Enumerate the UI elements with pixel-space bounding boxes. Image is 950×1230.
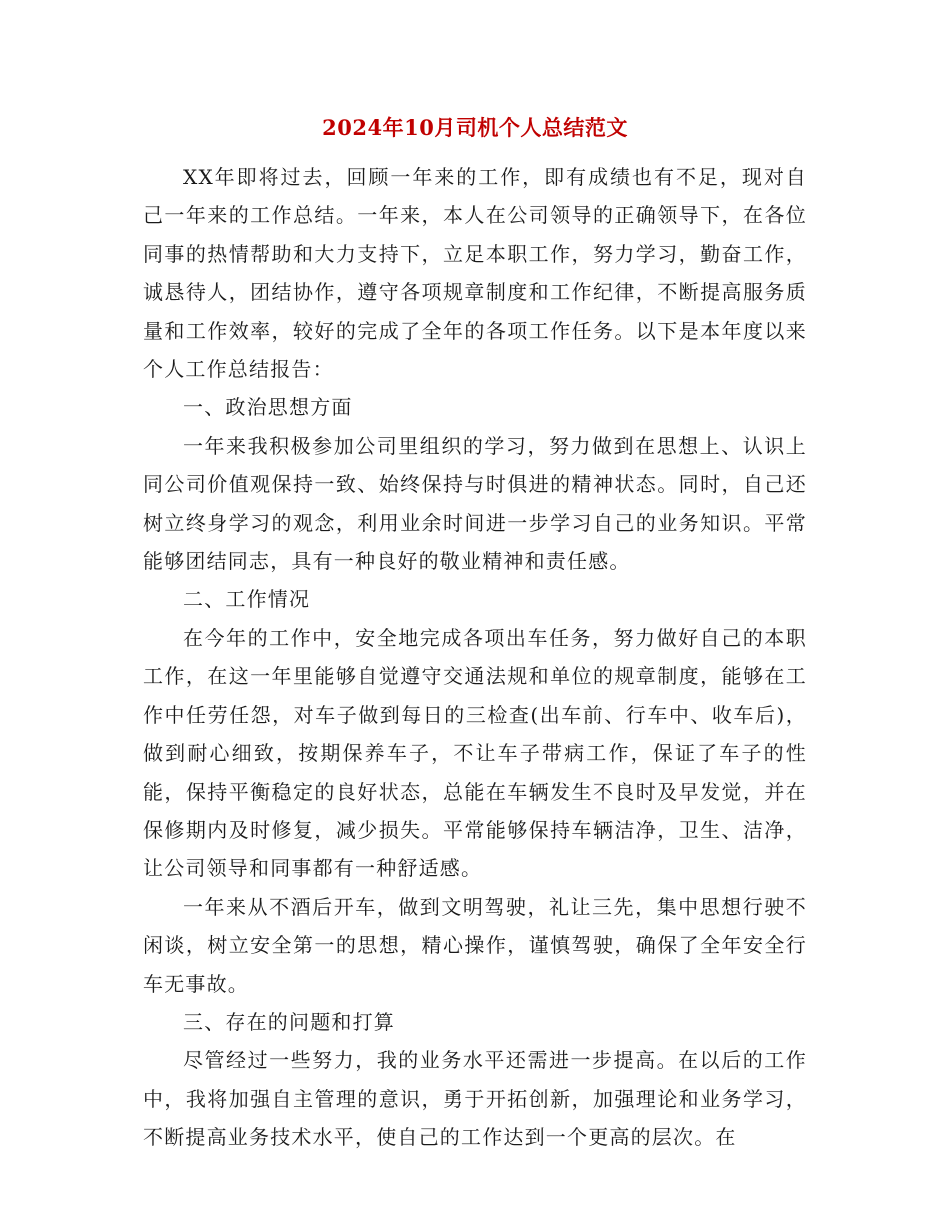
section-heading-problems: 三、存在的问题和打算 [183,1009,395,1034]
paragraph-work: 在今年的工作中，安全地完成各项出车任务，努力做好自己的本职工作，在这一年里能够自觉遵守交通法规和单位的规章制度，能够在工作中任劳任怨，对车子做到每日的三检查(出车前、行车中、收车后)，做到耐心细致，按期保养车子，不让车子带病工作，保证了车子的性能，保持平衡稳定的良好状态，总能在车辆发生不良时及早发觉，并在保修期内及时修复，减少损失。平常能够保持车辆洁净，卫生、洁净，让公司领导和同事都有一种舒适感。 [143,625,807,881]
section-heading-political: 一、政治思想方面 [183,395,353,420]
paragraph-political: 一年来我积极参加公司里组织的学习，努力做到在思想上、认识上同公司价值观保持一致、始终保持与时俱进的精神状态。同时，自己还树立终身学习的观念，利用业余时间进一步学习自己的业务知识。平常能够团结同志，具有一种良好的敬业精神和责任感。 [143,433,807,574]
paragraph-intro: XX年即将过去，回顾一年来的工作，即有成绩也有不足，现对自己一年来的工作总结。一年来，本人在公司领导的正确领导下，在各位同事的热情帮助和大力支持下，立足本职工作，努力学习，勤奋工作，诚恳待人，团结协作，遵守各项规章制度和工作纪律，不断提高服务质量和工作效率，较好的完成了全年的各项工作任务。以下是本年度以来个人工作总结报告： [143,165,807,382]
document-title: 2024年10月司机个人总结范文 [322,115,628,140]
section-heading-work: 二、工作情况 [183,587,311,612]
paragraph-safety: 一年来从不酒后开车，做到文明驾驶，礼让三先，集中思想行驶不闲谈，树立安全第一的思想，精心操作，谨慎驾驶，确保了全年安全行车无事故。 [143,894,807,996]
document-body [143,158,807,1157]
paragraph-problems: 尽管经过一些努力，我的业务水平还需进一步提高。在以后的工作中，我将加强自主管理的意识，勇于开拓创新，加强理论和业务学习，不断提高业务技术水平，使自己的工作达到一个更高的层次。在 [143,1048,807,1150]
